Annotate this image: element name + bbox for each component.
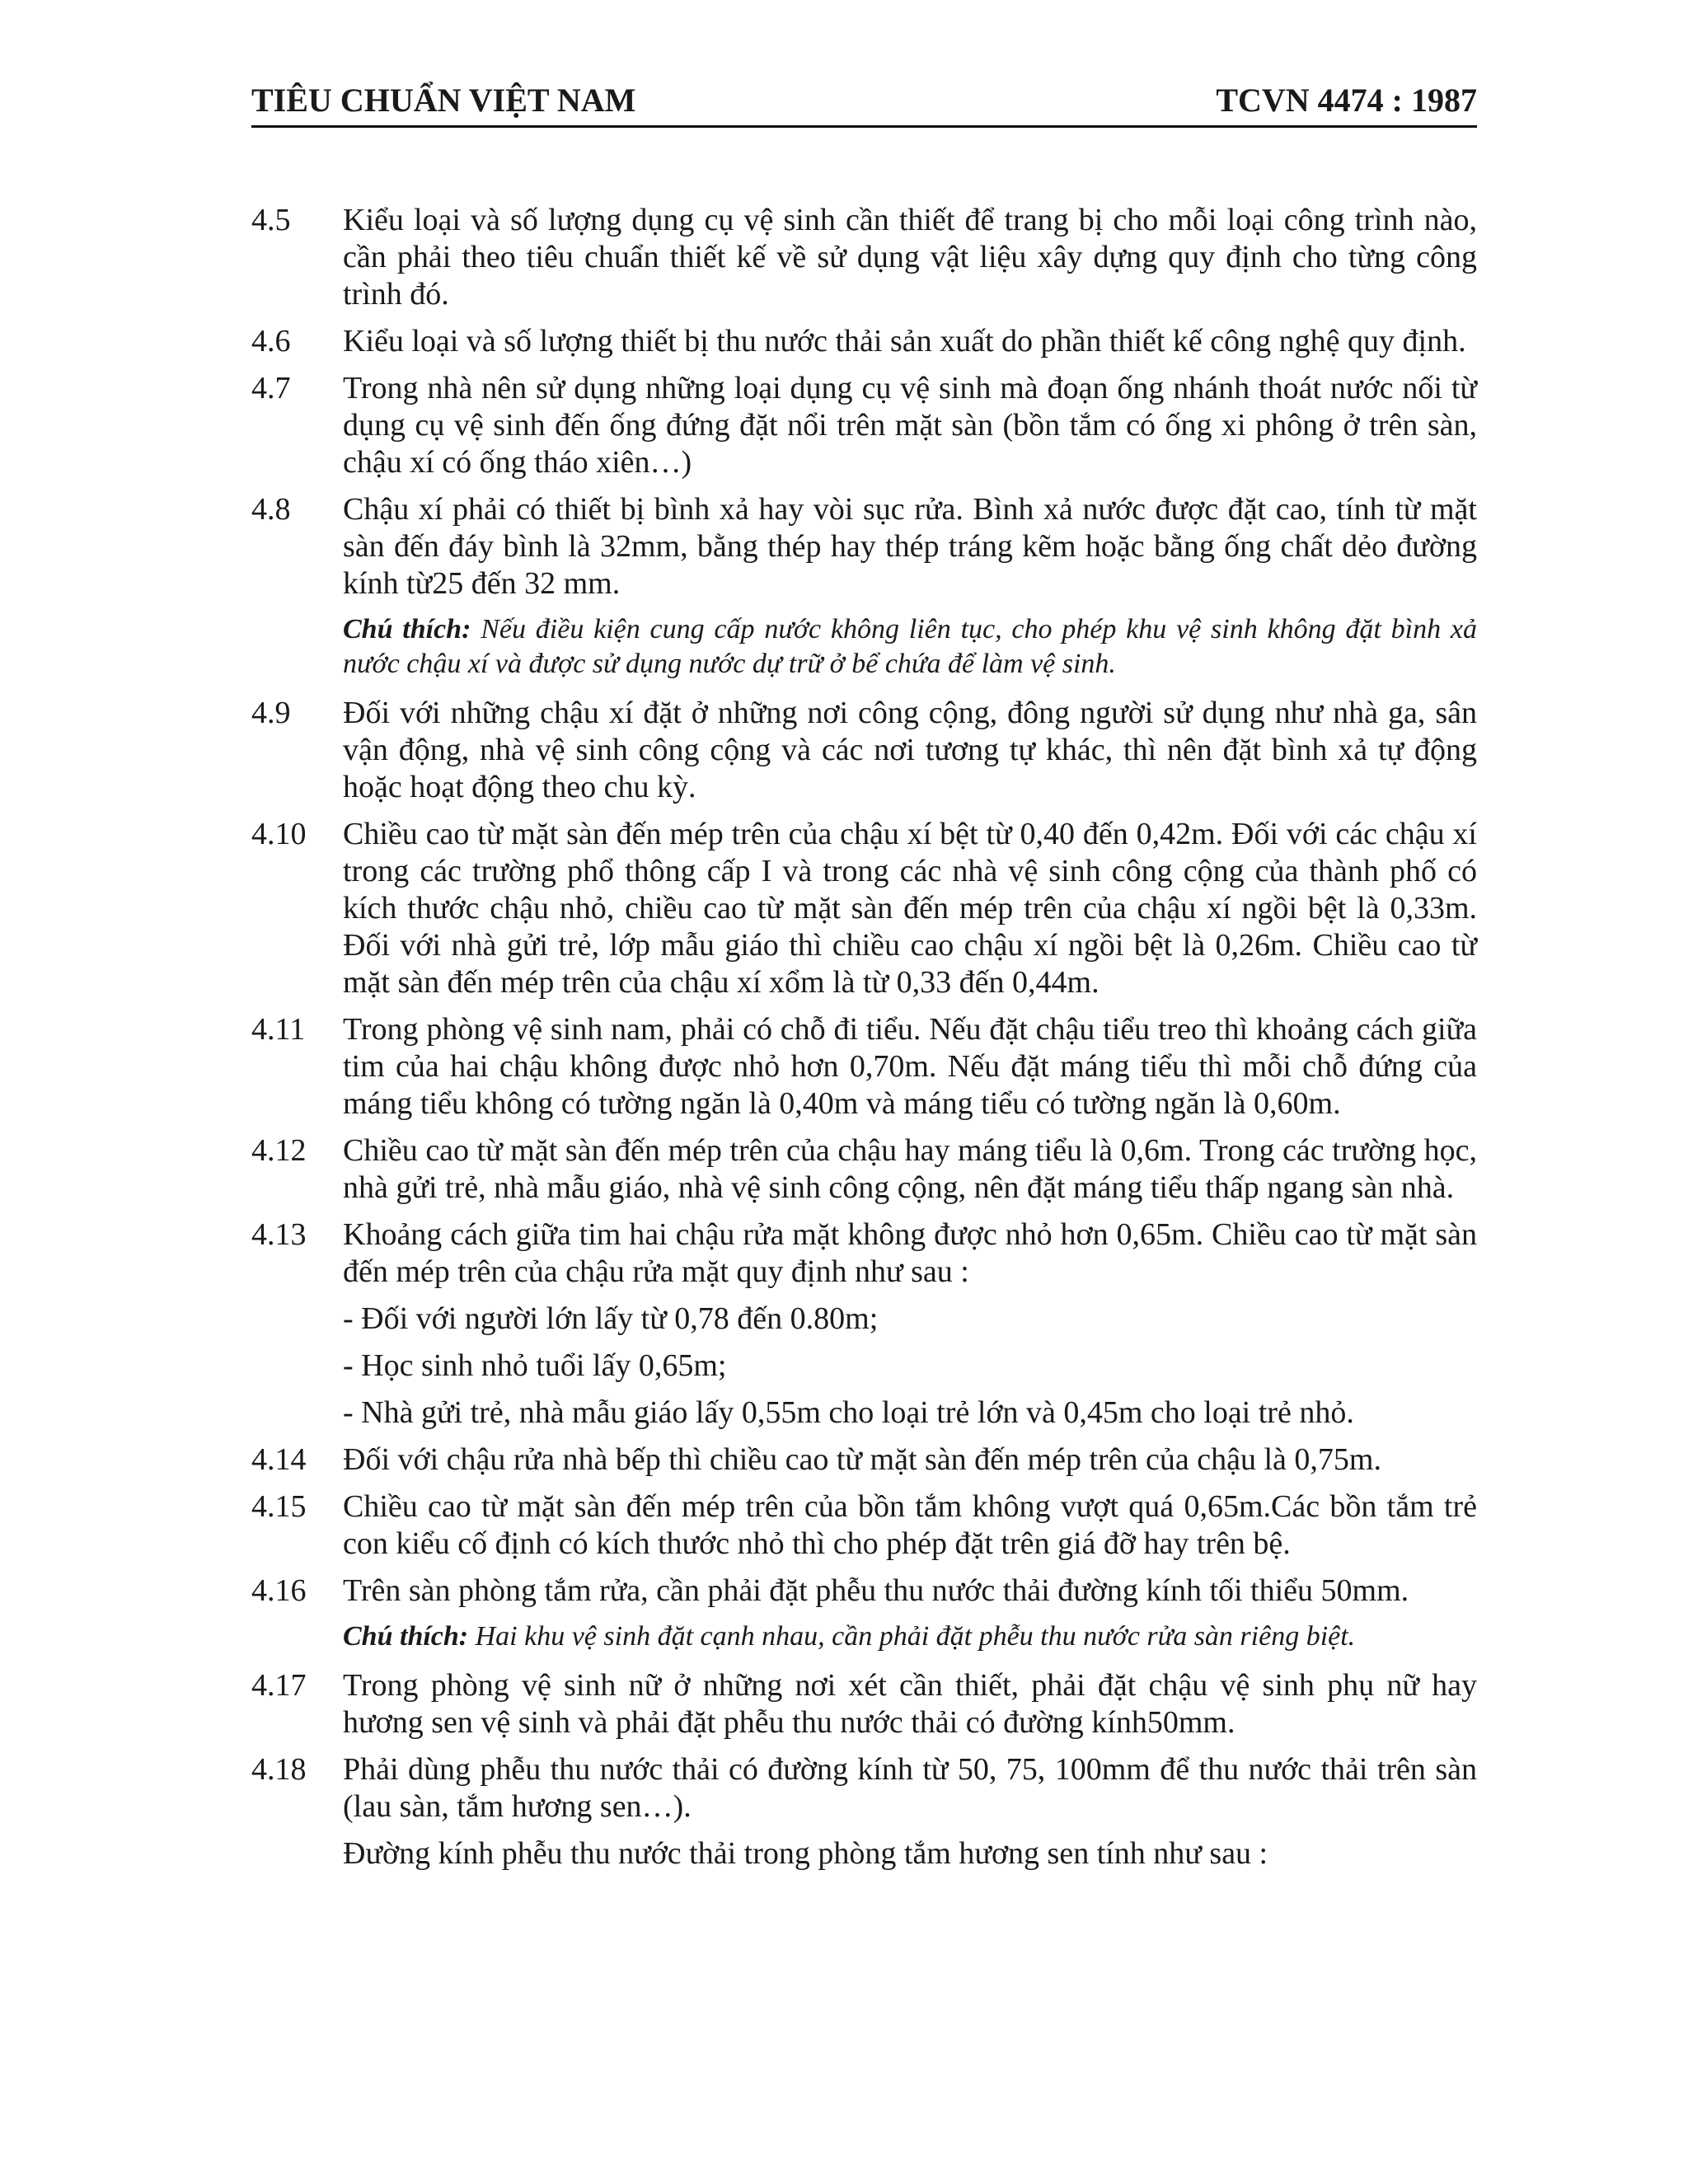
clause-number: 4.7 xyxy=(251,371,291,405)
clause-text: Trong phòng vệ sinh nam, phải có chỗ đi tiểu. Nếu đặt chậu tiểu treo thì khoảng cách giữa tim của hai chậu không được nhỏ hơn 0,70m. Nếu đặt máng tiểu thì mỗi chỗ đứng của máng tiểu không có tường ngăn là 0,40m và máng tiểu có tường ngăn là 0,60m. xyxy=(343,1012,1477,1121)
list-item: - Nhà gửi trẻ, nhà mẫu giáo lấy 0,55m cho loại trẻ lớn và 0,45m cho loại trẻ nhỏ. xyxy=(343,1395,1354,1430)
clause-text: Chiều cao từ mặt sàn đến mép trên của chậu hay máng tiểu là 0,6m. Trong các trường học, nhà gửi trẻ, nhà mẫu giáo, nhà vệ sinh công cộng, nên đặt máng tiểu thấp ngang sàn nhà. xyxy=(343,1133,1477,1205)
paragraph: Đường kính phễu thu nước thải trong phòng tắm hương sen tính như sau : xyxy=(343,1836,1268,1871)
clause-4-11 xyxy=(251,1011,1477,1122)
clause-text: Chiều cao từ mặt sàn đến mép trên của chậu xí bệt từ 0,40 đến 0,42m. Đối với các chậu xí trong các trường phổ thông cấp I và trong các nhà vệ sinh công cộng của thành phố có kích thước chậu nhỏ, chiều cao từ mặt sàn đến mép trên của chậu xí ngồi bệt là 0,33m. Đối với nhà gửi trẻ, lớp mẫu giáo thì chiều cao chậu xí ngồi bệt là 0,26m. Chiều cao từ mặt sàn đến mép trên của chậu xí xổm là từ 0,33 đến 0,44m. xyxy=(343,817,1477,1000)
clause-number: 4.12 xyxy=(251,1133,307,1168)
list-item: - Học sinh nhỏ tuổi lấy 0,65m; xyxy=(343,1348,727,1383)
clause-number: 4.11 xyxy=(251,1012,306,1047)
clause-4-6 xyxy=(251,323,1477,360)
note-4-16 xyxy=(251,1619,1477,1654)
clause-text: Trong nhà nên sử dụng những loại dụng cụ vệ sinh mà đoạn ống nhánh thoát nước nối từ dụng cụ vệ sinh đến ống đứng đặt nổi trên mặt sàn (bồn tắm có ống xi phông ở trên sàn, chậu xí có ống tháo xiên…) xyxy=(343,371,1477,480)
clause-number: 4.13 xyxy=(251,1217,307,1252)
clause-number: 4.5 xyxy=(251,203,291,237)
clause-4-18 xyxy=(251,1751,1477,1825)
clause-text: Chậu xí phải có thiết bị bình xả hay vòi sục rửa. Bình xả nước được đặt cao, tính từ mặt sàn đến đáy bình là 32mm, bằng thép hay thép tráng kẽm hoặc bằng ống chất dẻo đường kính từ25 đến 32 mm. xyxy=(343,492,1477,601)
clause-number: 4.15 xyxy=(251,1489,307,1524)
clause-text: Trong phòng vệ sinh nữ ở những nơi xét cần thiết, phải đặt chậu vệ sinh phụ nữ hay hương sen vệ sinh và phải đặt phễu thu nước thải có đường kính50mm. xyxy=(343,1668,1477,1740)
clause-4-8 xyxy=(251,491,1477,602)
clause-number: 4.8 xyxy=(251,492,291,527)
note-text: Nếu điều kiện cung cấp nước không liên tục, cho phép khu vệ sinh không đặt bình xả nước chậu xí và được sử dụng nước dự trữ ở bể chứa để làm vệ sinh. xyxy=(343,614,1477,679)
clause-4-9 xyxy=(251,695,1477,806)
clause-4-16 xyxy=(251,1572,1477,1610)
list-item: - Đối với người lớn lấy từ 0,78 đến 0.80m; xyxy=(343,1301,879,1336)
clause-text: Đối với chậu rửa nhà bếp thì chiều cao từ mặt sàn đến mép trên của chậu là 0,75m. xyxy=(343,1442,1381,1477)
clause-4-13 xyxy=(251,1216,1477,1291)
clause-number: 4.10 xyxy=(251,817,307,851)
clause-number: 4.17 xyxy=(251,1668,307,1703)
clause-text: Kiểu loại và số lượng thiết bị thu nước thải sản xuất do phần thiết kế công nghệ quy định. xyxy=(343,324,1466,359)
clause-text: Trên sàn phòng tắm rửa, cần phải đặt phễu thu nước thải đường kính tối thiểu 50mm. xyxy=(343,1573,1409,1608)
clause-4-12 xyxy=(251,1132,1477,1207)
page-header xyxy=(251,76,1477,128)
note-label: Chú thích: xyxy=(343,1621,469,1652)
clause-text: Chiều cao từ mặt sàn đến mép trên của bồn tắm không vượt quá 0,65m.Các bồn tắm trẻ con kiểu cố định có kích thước nhỏ thì cho phép đặt trên giá đỡ hay trên bệ. xyxy=(343,1489,1477,1561)
clause-4-17 xyxy=(251,1667,1477,1741)
clause-4-14 xyxy=(251,1441,1477,1479)
clause-4-7 xyxy=(251,370,1477,481)
clause-number: 4.6 xyxy=(251,324,291,359)
note-text: Hai khu vệ sinh đặt cạnh nhau, cần phải đặt phễu thu nước rửa sàn riêng biệt. xyxy=(468,1621,1356,1652)
clause-text: Đối với những chậu xí đặt ở những nơi công cộng, đông người sử dụng như nhà ga, sân vận động, nhà vệ sinh công cộng và các nơi tương tự khác, thì nên đặt bình xả tự động hoặc hoạt động theo chu kỳ. xyxy=(343,696,1477,804)
clause-text: Khoảng cách giữa tim hai chậu rửa mặt không được nhỏ hơn 0,65m. Chiều cao từ mặt sàn đến mép trên của chậu rửa mặt quy định như sau : xyxy=(343,1217,1477,1289)
document-body xyxy=(251,202,1477,1882)
clause-text: Phải dùng phễu thu nước thải có đường kính từ 50, 75, 100mm để thu nước thải trên sàn (lau sàn, tắm hương sen…). xyxy=(343,1752,1477,1824)
clause-number: 4.16 xyxy=(251,1573,307,1608)
clause-4-5 xyxy=(251,202,1477,313)
clause-number: 4.18 xyxy=(251,1752,307,1787)
clause-4-10 xyxy=(251,816,1477,1001)
note-label: Chú thích: xyxy=(343,614,471,644)
clause-number: 4.9 xyxy=(251,696,291,730)
header-standard-code: TCVN 4474 : 1987 xyxy=(1216,82,1477,119)
header-standard-title: TIÊU CHUẨN VIỆT NAM xyxy=(251,82,636,119)
clause-text: Kiểu loại và số lượng dụng cụ vệ sinh cần thiết để trang bị cho mỗi loại công trình nào, cần phải theo tiêu chuẩn thiết kế về sử dụng vật liệu xây dựng quy định cho từng công trình đó. xyxy=(343,203,1477,312)
clause-4-15 xyxy=(251,1488,1477,1563)
clause-number: 4.14 xyxy=(251,1442,307,1477)
note-4-8 xyxy=(251,612,1477,682)
